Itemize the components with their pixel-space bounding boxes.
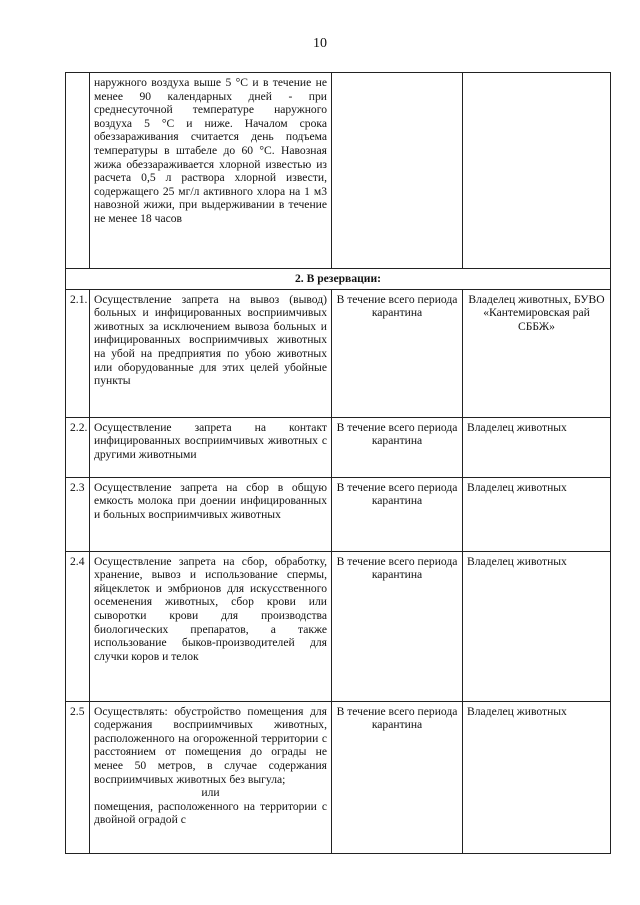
table-row bbox=[66, 417, 611, 477]
row-number: 2.5 bbox=[66, 701, 90, 853]
term-cell: В течение всего периода карантина bbox=[332, 551, 463, 701]
row-number: 2.3 bbox=[66, 477, 90, 551]
measure-description: Осуществление запрета на вывоз (вывод) больных и инфицированных восприимчивых животных за исключением вывоза больных и инфицированных восприимчивых животных на убой на предприятия по убою животных или оборудованные для этих целей убойные пункты bbox=[90, 289, 332, 417]
term-cell: В течение всего периода карантина bbox=[332, 289, 463, 417]
section-title: 2. В резервации: bbox=[66, 269, 611, 290]
table-row bbox=[66, 701, 611, 853]
measure-description: Осуществление запрета на сбор в общую емкость молока при доении инфицированных и больных восприимчивых животных bbox=[90, 477, 332, 551]
quarantine-measures-table bbox=[65, 72, 611, 854]
row-number-cell bbox=[66, 73, 90, 269]
responsible-cell: Владелец животных bbox=[463, 701, 611, 853]
measure-description: наружного воздуха выше 5 °С и в течение не менее 90 календарных дней - при среднесуточной температуре наружного воздуха 5 °С и ниже. Началом срока обеззараживания считается день подъема температуры в штабеле до 60 °С. Навозная жижа обеззараживается хлорной известью из расчета 0,5 л раствора хлорной извести, содержащего 25 мг/л активного хлора на 1 м3 навозной жижи, при выдерживании в течение не менее 18 часов bbox=[90, 73, 332, 269]
responsible-cell: Владелец животных bbox=[463, 417, 611, 477]
measure-description-continued: помещения, расположенного на территории с двойной оградой с bbox=[94, 799, 327, 827]
measure-description: Осуществление запрета на сбор, обработку, хранение, вывоз и использование спермы, яйцеклеток и эмбрионов для искусственного осеменения животных, сбор крови или сыворотки крови для производства биологических препаратов, а также использование быков-производителей для случки коров и телок bbox=[90, 551, 332, 701]
row-number: 2.2. bbox=[66, 417, 90, 477]
measure-description-cell bbox=[90, 701, 332, 853]
term-cell: В течение всего периода карантина bbox=[332, 477, 463, 551]
responsible-cell: Владелец животных bbox=[463, 477, 611, 551]
section-header-row bbox=[66, 269, 611, 290]
table-row bbox=[66, 289, 611, 417]
table-row bbox=[66, 551, 611, 701]
row-number: 2.4 bbox=[66, 551, 90, 701]
table-row bbox=[66, 477, 611, 551]
or-separator: или bbox=[201, 786, 220, 800]
measure-description: Осуществлять: обустройство помещения для содержания восприимчивых животных, расположенного на огороженной территории с расстоянием от помещения до ограды не менее 50 метров, в случае содержания восприимчивых животных без выгула; bbox=[94, 704, 327, 786]
measure-description: Осуществление запрета на контакт инфицированных восприимчивых животных с другими животными bbox=[90, 417, 332, 477]
page-number: 10 bbox=[313, 36, 327, 51]
responsible-cell: Владелец животных bbox=[463, 551, 611, 701]
term-cell: В течение всего периода карантина bbox=[332, 701, 463, 853]
term-cell bbox=[332, 73, 463, 269]
table-row bbox=[66, 73, 611, 269]
responsible-cell: Владелец животных, БУВО «Кантемировская рай СББЖ» bbox=[463, 289, 611, 417]
row-number: 2.1. bbox=[66, 289, 90, 417]
responsible-cell bbox=[463, 73, 611, 269]
term-cell: В течение всего периода карантина bbox=[332, 417, 463, 477]
